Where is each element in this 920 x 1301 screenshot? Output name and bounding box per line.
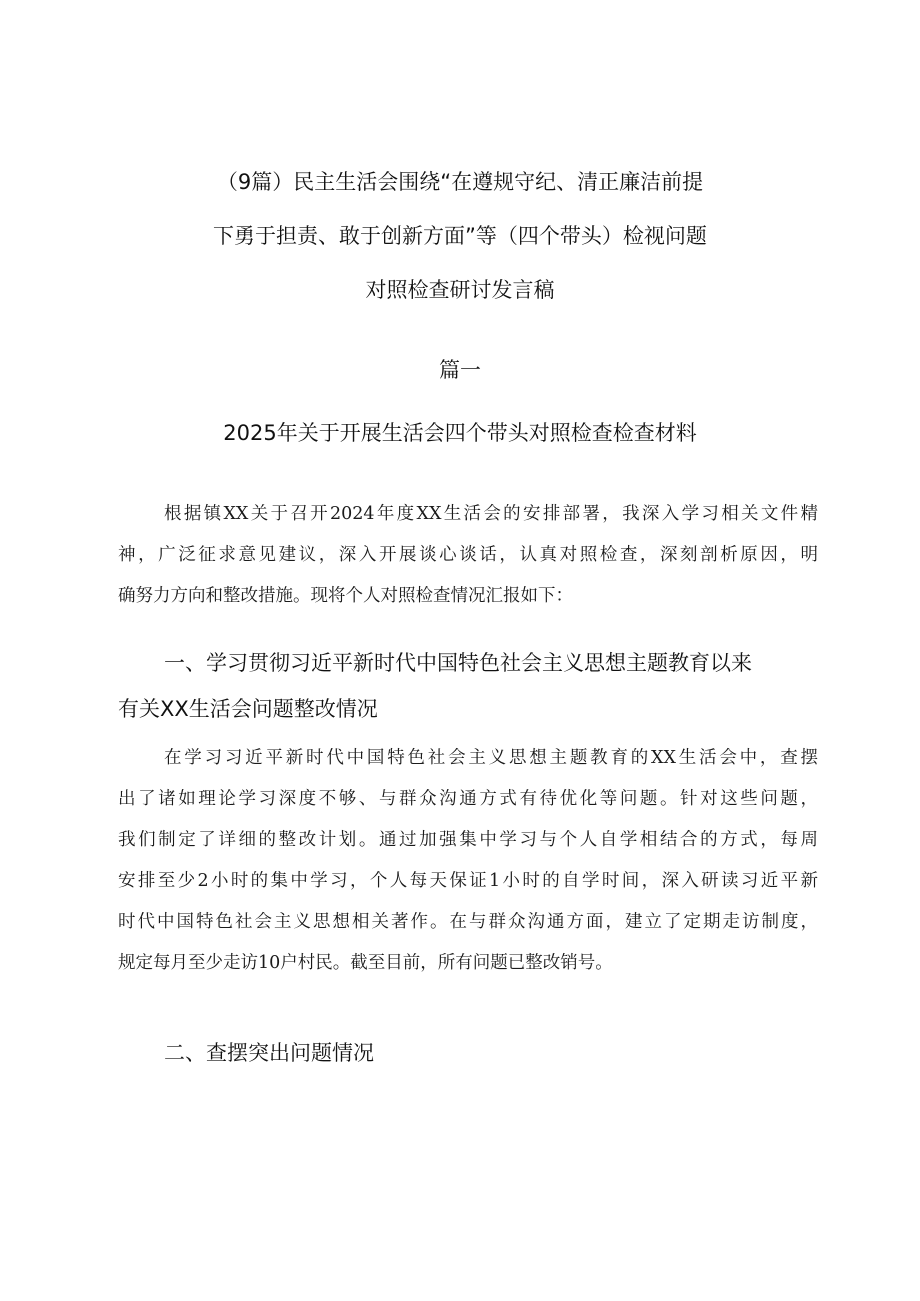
section1-paragraph bbox=[118, 738, 818, 984]
heading-line: 有关XX生活会问题整改情况 bbox=[118, 697, 378, 721]
paragraph-line: 出了诸如理论学习深度不够、与群众沟通方式有待优化等问题。针对这些问题， bbox=[118, 789, 818, 809]
part-label: 篇一 bbox=[439, 358, 481, 382]
paragraph-line: 确努力方向和整改措施。现将个人对照检查情况汇报如下： bbox=[118, 586, 573, 606]
paragraph-line: 神，广泛征求意见建议，深入开展谈心谈话，认真对照检查，深刻剖析原因，明 bbox=[118, 545, 818, 565]
paragraph-line: 规定每月至少走访10户村民。截至目前，所有问题已整改销号。 bbox=[118, 953, 613, 973]
document-title bbox=[140, 155, 780, 317]
title-line: 下勇于担责、敢于创新方面”等（四个带头）检视问题 bbox=[213, 224, 707, 248]
paragraph-line: 时代中国特色社会主义思想相关著作。在与群众沟通方面，建立了定期走访制度， bbox=[118, 912, 818, 932]
intro-paragraph bbox=[118, 494, 818, 617]
document-subtitle: 2025年关于开展生活会四个带头对照检查检查材料 bbox=[223, 421, 697, 445]
heading-line: 一、学习贯彻习近平新时代中国特色社会主义思想主题教育以来 bbox=[164, 651, 752, 675]
paragraph-line: 在学习习近平新时代中国特色社会主义思想主题教育的XX生活会中，查摆 bbox=[164, 748, 818, 768]
title-line: 对照检查研讨发言稿 bbox=[365, 278, 555, 302]
title-line: （9篇）民主生活会围绕“在遵规守纪、清正廉洁前提 bbox=[216, 170, 704, 194]
paragraph-line: 安排至少2小时的集中学习，个人每天保证1小时的自学时间，深入研读习近平新 bbox=[118, 871, 818, 891]
paragraph-line: 根据镇XX关于召开2024年度XX生活会的安排部署，我深入学习相关文件精 bbox=[164, 504, 818, 524]
heading-line: 二、查摆突出问题情况 bbox=[164, 1041, 374, 1065]
paragraph-line: 我们制定了详细的整改计划。通过加强集中学习与个人自学相结合的方式，每周 bbox=[118, 830, 818, 850]
section1-heading bbox=[118, 640, 818, 732]
section2-heading bbox=[118, 1030, 818, 1076]
